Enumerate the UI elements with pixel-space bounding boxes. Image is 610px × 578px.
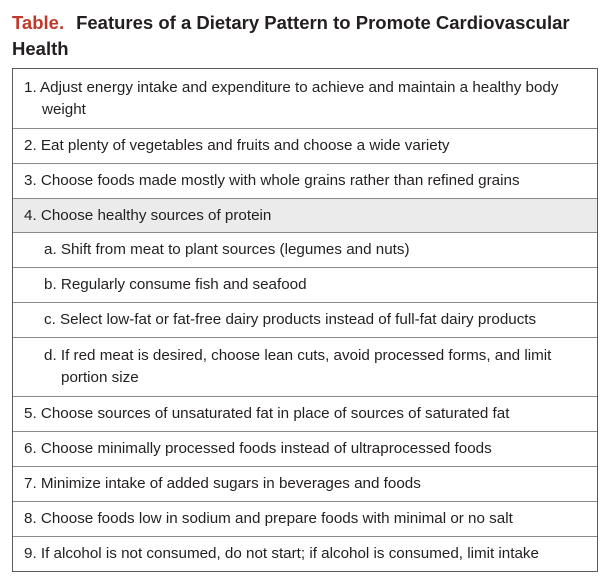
row-text: 1. Adjust energy intake and expenditure to achieve and maintain a healthy body weight: [24, 78, 559, 118]
row-text: 5. Choose sources of unsaturated fat in place of sources of saturated fat: [24, 405, 510, 422]
table-row: [13, 536, 597, 571]
row-text: b. Regularly consume fish and seafood: [44, 276, 307, 293]
table-row-sub: [13, 232, 597, 267]
table-row-sub: [13, 267, 597, 302]
table-row: [13, 163, 597, 198]
row-text: 4. Choose healthy sources of protein: [24, 206, 272, 224]
row-text: 3. Choose foods made mostly with whole grains rather than refined grains: [24, 172, 520, 189]
row-text: 6. Choose minimally processed foods instead of ultraprocessed foods: [24, 440, 492, 457]
table-caption: [12, 10, 602, 62]
table-label: Table.: [12, 12, 65, 33]
table-row: [13, 431, 597, 466]
row-text: c. Select low-fat or fat-free dairy products instead of full-fat dairy products: [44, 311, 537, 328]
row-text: a. Shift from meat to plant sources (legumes and nuts): [44, 241, 410, 258]
table-title: Features of a Dietary Pattern to Promote Cardiovascular Health: [12, 12, 570, 59]
table-row-header: [13, 198, 597, 232]
row-text: 8. Choose foods low in sodium and prepare foods with minimal or no salt: [24, 510, 513, 527]
table-row: [13, 69, 597, 128]
table-row: [13, 501, 597, 536]
table-row-sub: [13, 302, 597, 337]
row-text: d. If red meat is desired, choose lean cuts, avoid processed forms, and limit portion size: [44, 347, 552, 386]
row-text: 2. Eat plenty of vegetables and fruits and choose a wide variety: [24, 137, 450, 154]
dietary-features-table: [12, 68, 598, 572]
table-row-sub: [13, 337, 597, 396]
table-row: [13, 466, 597, 501]
row-text: 7. Minimize intake of added sugars in beverages and foods: [24, 475, 421, 492]
table-row: [13, 396, 597, 431]
table-row: [13, 128, 597, 163]
row-text: 9. If alcohol is not consumed, do not start; if alcohol is consumed, limit intake: [24, 545, 539, 562]
